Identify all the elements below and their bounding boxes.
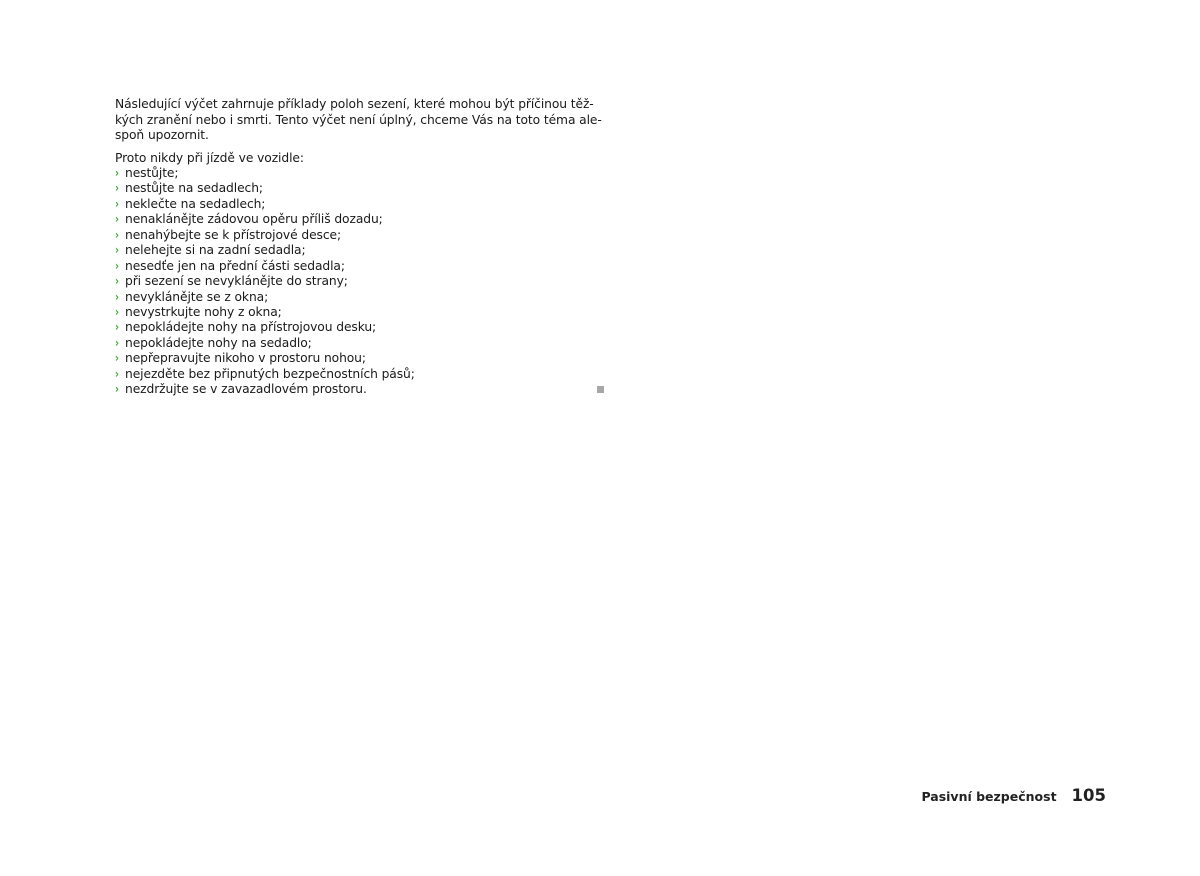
list-item-text: nezdržujte se v zavazadlovém prostoru.: [125, 382, 367, 397]
list-item: [115, 320, 595, 335]
page-number: 105: [1071, 786, 1106, 805]
list-item-text: nestůjte;: [125, 166, 179, 180]
page-footer: [921, 786, 1106, 805]
section-title: Pasivní bezpečnost: [921, 789, 1057, 804]
list-item-text: nejezděte bez připnutých bezpečnostních pásů;: [125, 366, 415, 381]
section-end-marker: [597, 386, 604, 393]
list-item-text: neklečte na sedadlech;: [125, 196, 266, 211]
intro-paragraph: [115, 97, 602, 144]
list-item: [115, 243, 595, 258]
list-item: [115, 367, 595, 382]
list-item-text: nesedťe jen na přední části sedadla;: [125, 258, 345, 273]
chevron-right-icon: ›: [115, 196, 119, 211]
chevron-right-icon: ›: [115, 382, 119, 397]
chevron-right-icon: ›: [115, 258, 119, 273]
list-item-text: nestůjte na sedadlech;: [125, 181, 263, 196]
chevron-right-icon: ›: [115, 274, 119, 289]
chevron-right-icon: ›: [115, 289, 119, 304]
list-lead-text: Proto nikdy při jízdě ve vozidle:: [115, 150, 304, 165]
list-item: [115, 197, 595, 212]
chevron-right-icon: ›: [115, 227, 119, 242]
list-item: [115, 274, 595, 289]
intro-line: Následující výčet zahrnuje příklady poloh sezení, které mohou být příčinou těž-: [115, 97, 594, 111]
list-item-text: nenaklánějte zádovou opěru příliš dozadu;: [125, 212, 383, 227]
chevron-right-icon: ›: [115, 212, 119, 227]
list-item: [115, 351, 595, 366]
chevron-right-icon: ›: [115, 243, 119, 258]
warning-list: [115, 166, 595, 398]
list-item-text: nevystrkujte nohy z okna;: [125, 304, 282, 319]
list-item: [115, 382, 595, 397]
list-item-text: nenahýbejte se k přístrojové desce;: [125, 227, 342, 242]
list-item-text: při sezení se nevyklánějte do strany;: [125, 274, 348, 289]
list-item-text: nepřepravujte nikoho v prostoru nohou;: [125, 351, 366, 366]
list-item: [115, 336, 595, 351]
chevron-right-icon: ›: [115, 181, 119, 196]
chevron-right-icon: ›: [115, 351, 119, 366]
list-item: [115, 212, 595, 227]
list-item-text: nepokládejte nohy na přístrojovou desku;: [125, 320, 377, 335]
chevron-right-icon: ›: [115, 366, 119, 381]
list-item: [115, 166, 595, 181]
list-item: [115, 181, 595, 196]
chevron-right-icon: ›: [115, 320, 119, 335]
chevron-right-icon: ›: [115, 166, 119, 180]
list-item-text: nelehejte si na zadní sedadla;: [125, 243, 306, 258]
list-item: [115, 228, 595, 243]
main-text-block: [115, 97, 602, 398]
chevron-right-icon: ›: [115, 335, 119, 350]
list-item: [115, 305, 595, 320]
intro-line: spoň upozornit.: [115, 128, 209, 142]
intro-line: kých zranění nebo i smrti. Tento výčet není úplný, chceme Vás na toto téma ale-: [115, 112, 602, 127]
list-item: [115, 290, 595, 305]
list-item-text: nevyklánějte se z okna;: [125, 289, 269, 304]
chevron-right-icon: ›: [115, 304, 119, 319]
list-item-text: nepokládejte nohy na sedadlo;: [125, 335, 312, 350]
list-item: [115, 259, 595, 274]
